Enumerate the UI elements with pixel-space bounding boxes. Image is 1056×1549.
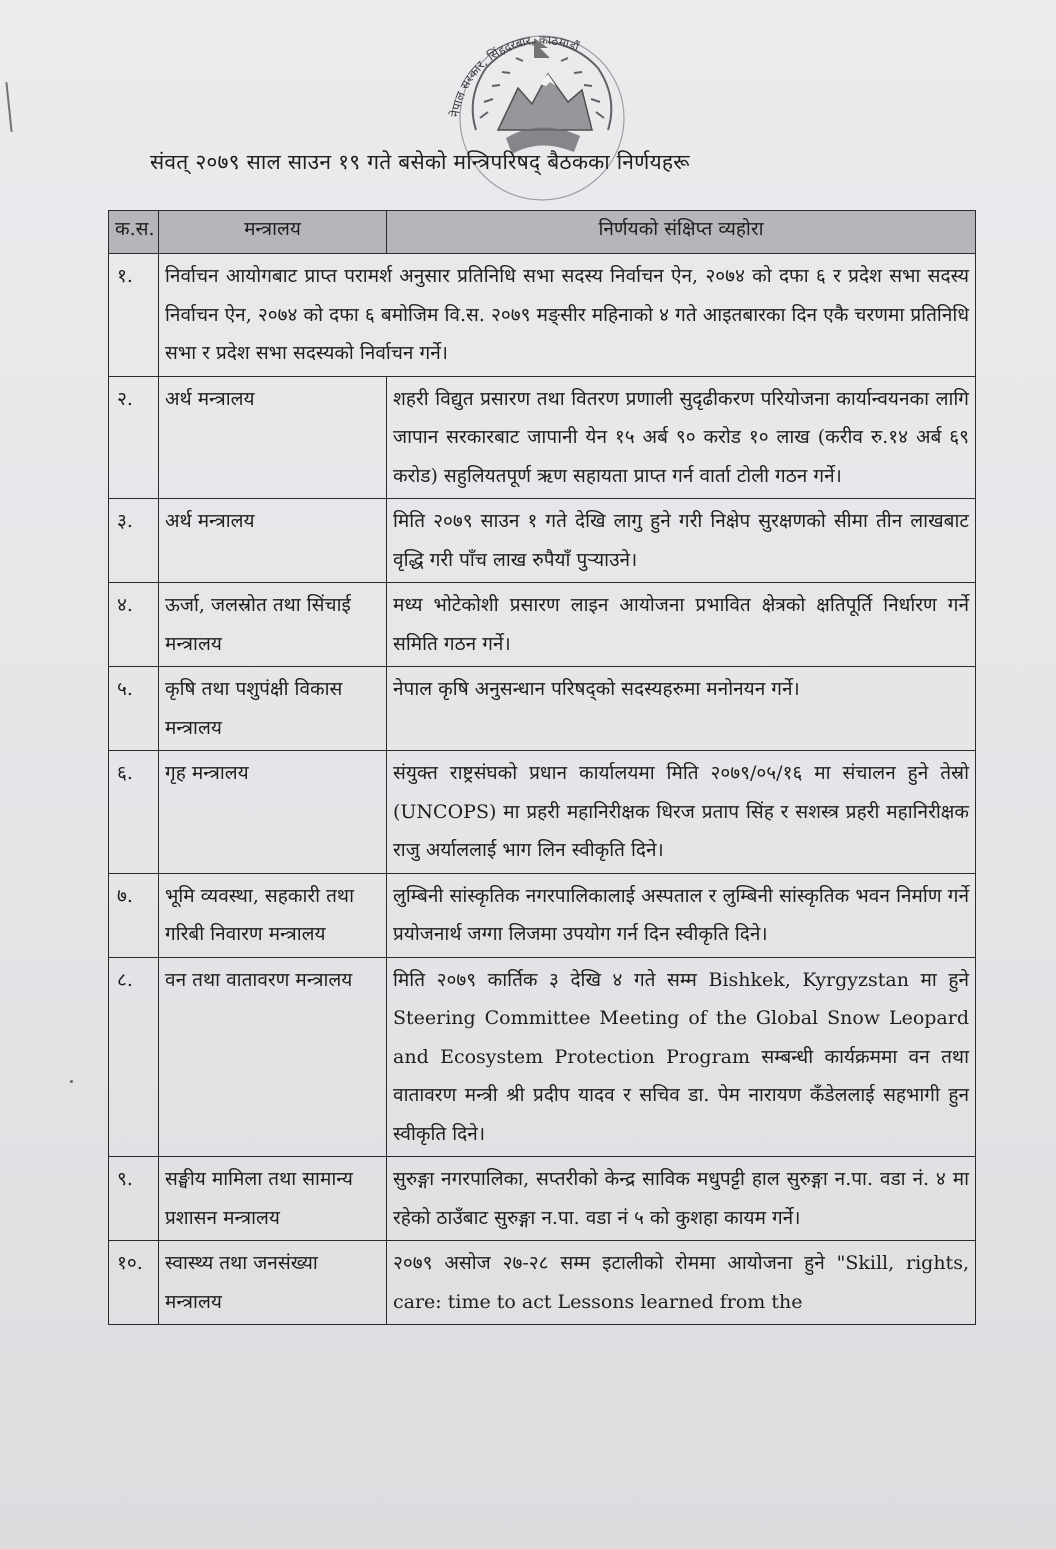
row-number: ९. [109, 1157, 159, 1241]
row-decision: संयुक्त राष्ट्रसंघको प्रधान कार्यालयमा मिति २०७९/०५/१६ मा संचालन हुने तेस्रो (UNCOPS) मा प्रहरी महानिरीक्षक धिरज प्रताप सिंह र सशस्त्र प्रहरी महानिरीक्षक राजु अर्याललाई भाग लिन स्वीकृति दिने। [387, 751, 976, 874]
row-ministry: सङ्घीय मामिला तथा सामान्य प्रशासन मन्त्रालय [159, 1157, 387, 1241]
table-row [109, 751, 976, 874]
row-number: ३. [109, 499, 159, 583]
row-number: १०. [109, 1241, 159, 1325]
row-number: ६. [109, 751, 159, 874]
seal-text: नेपाल सरकार, सिंहदरबार, काठमाडौं [447, 32, 581, 118]
decisions-table [108, 210, 976, 1325]
table-row [109, 873, 976, 957]
header-decision: निर्णयको संक्षिप्त व्यहोरा [387, 211, 976, 254]
speck [70, 1080, 73, 1083]
row-number: २. [109, 376, 159, 499]
government-seal-icon [436, 18, 648, 218]
header-ministry: मन्त्रालय [159, 211, 387, 254]
row-ministry: भूमि व्यवस्था, सहकारी तथा गरिबी निवारण मन्त्रालय [159, 873, 387, 957]
row-ministry: अर्थ मन्त्रालय [159, 499, 387, 583]
page-title: संवत् २०७९ साल साउन १९ गते बसेको मन्त्रिपरिषद् बैठकका निर्णयहरू [150, 150, 690, 174]
row-ministry: अर्थ मन्त्रालय [159, 376, 387, 499]
row-ministry: वन तथा वातावरण मन्त्रालय [159, 957, 387, 1157]
row-decision: मिति २०७९ कार्तिक ३ देखि ४ गते सम्म Bishkek, Kyrgyzstan मा हुने Steering Committee Meeting of the Global Snow Leopard and Ecosystem Protection Program सम्बन्धी कार्यक्रममा वन तथा वातावरण मन्त्री श्री प्रदीप यादव र सचिव डा. पेम नारायण कँडेललाई सहभागी हुन स्वीकृति दिने। [387, 957, 976, 1157]
row-number: ५. [109, 667, 159, 751]
table-row [109, 667, 976, 751]
row-number: ४. [109, 583, 159, 667]
row-ministry: स्वास्थ्य तथा जनसंख्या मन्त्रालय [159, 1241, 387, 1325]
row-decision: मध्य भोटेकोशी प्रसारण लाइन आयोजना प्रभावित क्षेत्रको क्षतिपूर्ति निर्धारण गर्ने समिति गठन गर्ने। [387, 583, 976, 667]
row-ministry: कृषि तथा पशुपंक्षी विकास मन्त्रालय [159, 667, 387, 751]
row-decision: २०७९ असोज २७-२८ सम्म इटालीको रोममा आयोजना हुने "Skill, rights, care: time to act Lessons learned from the [387, 1241, 976, 1325]
table-row [109, 499, 976, 583]
row-decision: नेपाल कृषि अनुसन्धान परिषद्को सदस्यहरुमा मनोनयन गर्ने। [387, 667, 976, 751]
row-decision: शहरी विद्युत प्रसारण तथा वितरण प्रणाली सुदृढीकरण परियोजना कार्यान्वयनका लागि जापान सरकारबाट जापानी येन १५ अर्ब ९० करोड १० लाख (करीव रु.१४ अर्ब ६९ करोड) सहुलियतपूर्ण ऋण सहायता प्राप्त गर्न वार्ता टोली गठन गर्ने। [387, 376, 976, 499]
pen-mark [5, 82, 12, 132]
table-row [109, 1241, 976, 1325]
table-header-row [109, 211, 976, 254]
row-ministry: गृह मन्त्रालय [159, 751, 387, 874]
row-number: ७. [109, 873, 159, 957]
table-row [109, 254, 976, 377]
table-row [109, 583, 976, 667]
row-ministry: ऊर्जा, जलस्रोत तथा सिंचाई मन्त्रालय [159, 583, 387, 667]
row-decision: सुरुङ्गा नगरपालिका, सप्तरीको केन्द्र साविक मधुपट्टी हाल सुरुङ्गा न.पा. वडा नं. ४ मा रहेको ठाउँबाट सुरुङ्गा न.पा. वडा नं ५ को कुशहा कायम गर्ने। [387, 1157, 976, 1241]
row-decision: लुम्बिनी सांस्कृतिक नगरपालिकालाई अस्पताल र लुम्बिनी सांस्कृतिक भवन निर्माण गर्ने प्रयोजनार्थ जग्गा लिजमा उपयोग गर्न दिन स्वीकृति दिने। [387, 873, 976, 957]
row-number: १. [109, 254, 159, 377]
table-row [109, 1157, 976, 1241]
row-decision: मिति २०७९ साउन १ गते देखि लागु हुने गरी निक्षेप सुरक्षणको सीमा तीन लाखबाट वृद्धि गरी पाँच लाख रुपैयाँ पुऱ्याउने। [387, 499, 976, 583]
header-serial: क.स. [109, 211, 159, 254]
table-row [109, 376, 976, 499]
table-row [109, 957, 976, 1157]
row-decision: निर्वाचन आयोगबाट प्राप्त परामर्श अनुसार प्रतिनिधि सभा सदस्य निर्वाचन ऐन, २०७४ को दफा ६ र प्रदेश सभा सदस्य निर्वाचन ऐन, २०७४ को दफा ६ बमोजिम वि.स. २०७९ मङ्सीर महिनाको ४ गते आइतबारका दिन एकै चरणमा प्रतिनिधि सभा र प्रदेश सभा सदस्यको निर्वाचन गर्ने। [159, 254, 976, 377]
row-number: ८. [109, 957, 159, 1157]
